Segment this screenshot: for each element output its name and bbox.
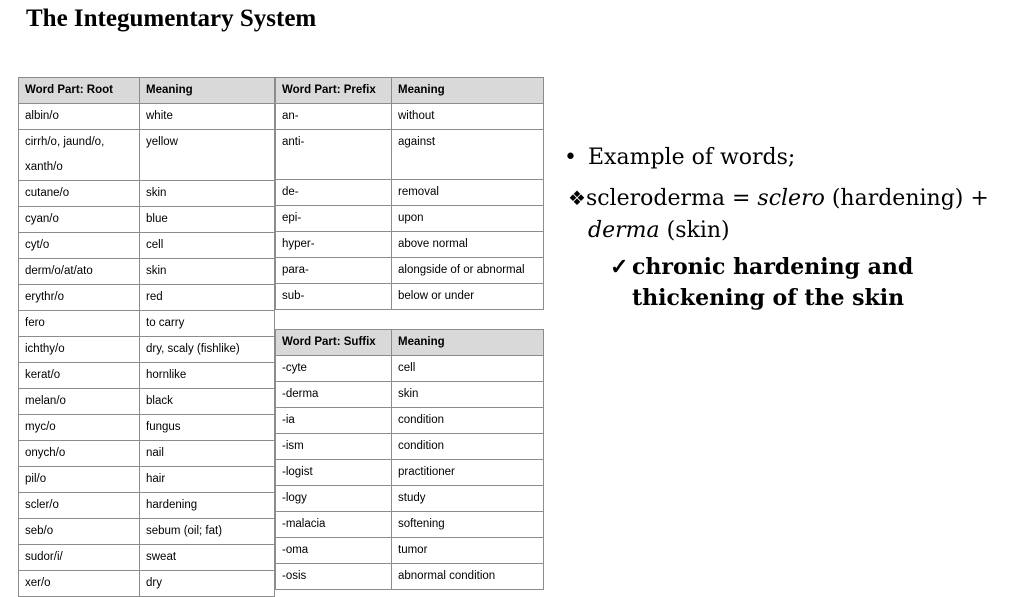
word-part-cell: hyper- — [276, 232, 392, 258]
table-row — [19, 415, 275, 441]
table-row — [276, 486, 544, 512]
table-header-row — [19, 78, 275, 104]
bullet-text: Example of words; — [588, 145, 796, 170]
table-row — [19, 467, 275, 493]
meaning-cell: upon — [392, 206, 544, 232]
meaning-cell: condition — [392, 434, 544, 460]
table-row — [19, 493, 275, 519]
column-header-meaning: Meaning — [392, 78, 544, 104]
page-title: The Integumentary System — [26, 5, 317, 32]
word-part-cell: an- — [276, 104, 392, 130]
table-row — [19, 130, 275, 181]
table-row — [276, 408, 544, 434]
meaning-cell: cell — [140, 233, 275, 259]
table-row — [19, 545, 275, 571]
meaning-cell: study — [392, 486, 544, 512]
table-row — [19, 363, 275, 389]
word-part-cell: sudor/i/ — [19, 545, 140, 571]
word-part-cell: -malacia — [276, 512, 392, 538]
table-row — [276, 104, 544, 130]
meaning-cell: nail — [140, 441, 275, 467]
table-row — [19, 389, 275, 415]
meaning-cell: above normal — [392, 232, 544, 258]
meaning-cell: cell — [392, 356, 544, 382]
meaning-cell: white — [140, 104, 275, 130]
word-part-cell: -derma — [276, 382, 392, 408]
table-row — [276, 512, 544, 538]
meaning-cell: yellow — [140, 130, 275, 181]
column-header-meaning: Meaning — [392, 330, 544, 356]
table-row — [276, 434, 544, 460]
word-part-cell: pil/o — [19, 467, 140, 493]
word-part-cell: -oma — [276, 538, 392, 564]
word-part-cell: -logist — [276, 460, 392, 486]
table-row — [276, 284, 544, 310]
meaning-cell: condition — [392, 408, 544, 434]
meaning-cell: tumor — [392, 538, 544, 564]
table-row — [276, 130, 544, 180]
suffix-word-table — [275, 329, 544, 590]
meaning-cell: below or under — [392, 284, 544, 310]
table-row — [276, 356, 544, 382]
word-part-cell: albin/o — [19, 104, 140, 130]
table-row — [276, 382, 544, 408]
word-part-cell: myc/o — [19, 415, 140, 441]
meaning-cell: red — [140, 285, 275, 311]
checkmark-icon: ✓ — [610, 254, 629, 280]
word-part-cell: sub- — [276, 284, 392, 310]
meaning-cell: skin — [140, 181, 275, 207]
column-header-word-part: Word Part: Prefix — [276, 78, 392, 104]
meaning-cell: dry, scaly (fishlike) — [140, 337, 275, 363]
word-part-cell: cirrh/o, jaund/o, xanth/o — [19, 130, 140, 181]
table-row — [19, 104, 275, 130]
bullet-icon: • — [564, 145, 577, 170]
table-row — [19, 311, 275, 337]
table-row — [276, 538, 544, 564]
meaning-cell: sweat — [140, 545, 275, 571]
meaning-cell: abnormal condition — [392, 564, 544, 590]
word-part-cell: de- — [276, 180, 392, 206]
meaning-cell: skin — [140, 259, 275, 285]
table-header-row — [276, 330, 544, 356]
definition-line-2: thickening of the skin — [632, 285, 905, 311]
word-part-cell: cyt/o — [19, 233, 140, 259]
word-part-cell: derm/o/at/ato — [19, 259, 140, 285]
table-row — [19, 519, 275, 545]
word-part-1-meaning: (hardening) — [831, 186, 964, 211]
word-part-cell: epi- — [276, 206, 392, 232]
word-part-cell: fero — [19, 311, 140, 337]
word-part-cell: melan/o — [19, 389, 140, 415]
meaning-cell: blue — [140, 207, 275, 233]
root-word-table — [18, 77, 275, 597]
meaning-cell: dry — [140, 571, 275, 597]
meaning-cell: black — [140, 389, 275, 415]
column-header-word-part: Word Part: Root — [19, 78, 140, 104]
meaning-cell: removal — [392, 180, 544, 206]
word-part-cell: onych/o — [19, 441, 140, 467]
word-part-2-meaning: (skin) — [666, 218, 730, 243]
meaning-cell: skin — [392, 382, 544, 408]
column-header-word-part: Word Part: Suffix — [276, 330, 392, 356]
table-row — [276, 232, 544, 258]
meaning-cell: hardening — [140, 493, 275, 519]
table-row — [276, 258, 544, 284]
meaning-cell: hornlike — [140, 363, 275, 389]
table-row — [276, 564, 544, 590]
equals-sign: = — [731, 186, 751, 211]
plus-sign: + — [970, 186, 989, 211]
table-header-row — [276, 78, 544, 104]
table-row — [19, 571, 275, 597]
word-part-cell: -ism — [276, 434, 392, 460]
table-row — [19, 441, 275, 467]
word-part-1: sclero — [757, 186, 825, 211]
word-part-cell: kerat/o — [19, 363, 140, 389]
meaning-cell: practitioner — [392, 460, 544, 486]
word-part-cell: cyan/o — [19, 207, 140, 233]
table-row — [276, 460, 544, 486]
example-word: scleroderma — [585, 186, 725, 211]
word-part-cell: -ia — [276, 408, 392, 434]
word-part-cell: -cyte — [276, 356, 392, 382]
table-row — [19, 285, 275, 311]
table-row — [19, 259, 275, 285]
word-part-cell: anti- — [276, 130, 392, 180]
meaning-cell: alongside of or abnormal — [392, 258, 544, 284]
word-part-cell: seb/o — [19, 519, 140, 545]
column-header-meaning: Meaning — [140, 78, 275, 104]
word-part-cell: -osis — [276, 564, 392, 590]
diamond-bullet-icon: ❖ — [568, 186, 586, 210]
table-row — [19, 337, 275, 363]
table-row — [276, 206, 544, 232]
meaning-cell: sebum (oil; fat) — [140, 519, 275, 545]
word-part-2: derma — [588, 218, 660, 243]
table-row — [19, 207, 275, 233]
table-row — [19, 181, 275, 207]
meaning-cell: against — [392, 130, 544, 180]
definition-line-1: chronic hardening and — [632, 254, 914, 280]
word-part-cell: erythr/o — [19, 285, 140, 311]
word-part-cell: cutane/o — [19, 181, 140, 207]
table-row — [276, 180, 544, 206]
word-part-cell: scler/o — [19, 493, 140, 519]
word-part-cell: xer/o — [19, 571, 140, 597]
meaning-cell: to carry — [140, 311, 275, 337]
word-part-cell: ichthy/o — [19, 337, 140, 363]
meaning-cell: without — [392, 104, 544, 130]
bullet-item-example — [564, 140, 795, 176]
word-part-cell: -logy — [276, 486, 392, 512]
word-part-cell: para- — [276, 258, 392, 284]
table-row — [19, 233, 275, 259]
meaning-cell: fungus — [140, 415, 275, 441]
example-word-line — [568, 182, 1008, 247]
prefix-word-table — [275, 77, 544, 310]
meaning-cell: hair — [140, 467, 275, 493]
meaning-cell: softening — [392, 512, 544, 538]
